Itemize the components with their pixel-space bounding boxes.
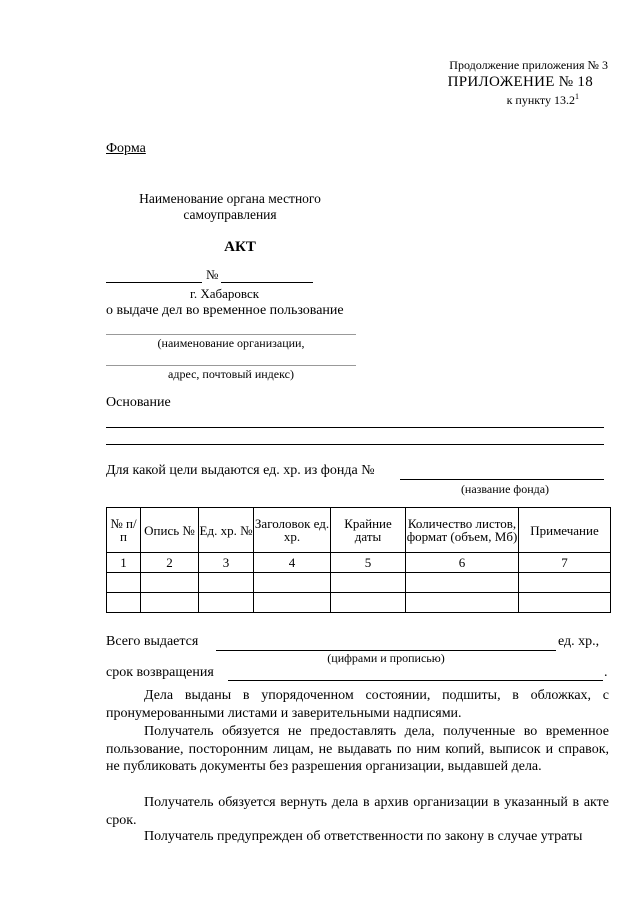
paragraph: Получатель обязуется вернуть дела в архив организации в указанный в акте срок. (106, 795, 609, 828)
column-number: 4 (254, 553, 331, 573)
clause-superscript: 1 (575, 92, 579, 101)
table-row[interactable] (107, 573, 611, 593)
total-label: Всего выдается (106, 634, 199, 649)
table-cell[interactable] (141, 573, 199, 593)
purpose-label: Для какой цели выдаются ед. хр. из фонда № (106, 463, 375, 478)
act-title: АКТ (224, 239, 256, 255)
clause-text: к пункту 13.2 (506, 93, 575, 107)
header-cell: Количество листов, формат (объем, Мб) (406, 508, 519, 553)
org-hint-2: адрес, почтовый индекс) (168, 367, 294, 381)
act-subject: о выдаче дел во временное пользование (106, 303, 344, 318)
city: г. Хабаровск (190, 286, 260, 301)
date-field-line[interactable] (106, 282, 202, 283)
table-cell[interactable] (406, 593, 519, 613)
table-cell[interactable] (331, 573, 406, 593)
table-cell[interactable] (519, 573, 611, 593)
column-number: 3 (199, 553, 254, 573)
return-period: . (604, 665, 608, 680)
column-number: 2 (141, 553, 199, 573)
form-label: Форма (106, 141, 146, 156)
table-cell[interactable] (107, 593, 141, 613)
return-date-field-line[interactable] (228, 680, 603, 681)
registry-table (106, 507, 611, 613)
org-hint-1: (наименование организации, (157, 336, 305, 350)
clause-reference (400, 92, 579, 108)
table-cell[interactable] (199, 573, 254, 593)
header-cell: Крайние даты (331, 508, 406, 553)
org-name: Наименование органа местного самоуправления (139, 191, 321, 222)
basis-field-line-1[interactable] (106, 427, 604, 428)
basis-field-line-2[interactable] (106, 444, 604, 445)
total-hint: (цифрами и прописью) (327, 651, 445, 665)
header-cell: Ед. хр. № (199, 508, 254, 553)
org-address-field-line[interactable] (106, 365, 356, 366)
column-number: 6 (406, 553, 519, 573)
fund-hint: (название фонда) (460, 482, 550, 496)
total-unit: ед. хр., (558, 634, 600, 649)
basis-label: Основание (106, 395, 171, 410)
table-cell[interactable] (254, 573, 331, 593)
number-field-line[interactable] (221, 282, 313, 283)
table-cell[interactable] (519, 593, 611, 613)
header-cell: № п/п (107, 508, 141, 553)
header-cell: Примечание (519, 508, 611, 553)
return-label: срок возвращения (106, 665, 214, 680)
table-cell[interactable] (199, 593, 254, 613)
paragraph: Дела выданы в упорядоченном состоянии, подшиты, в обложках, с пронумерованными листами и заверительными надписями. (106, 688, 609, 721)
table-cell[interactable] (331, 593, 406, 613)
appendix-title: ПРИЛОЖЕНИЕ № 18 (447, 74, 593, 90)
column-number: 7 (519, 553, 611, 573)
table-cell[interactable] (107, 573, 141, 593)
table-header-row (107, 508, 611, 553)
column-number: 1 (107, 553, 141, 573)
org-name-field-line[interactable] (106, 334, 356, 335)
column-number: 5 (331, 553, 406, 573)
fund-field-line[interactable] (400, 479, 604, 480)
continuation-note: Продолжение приложения № 3 (449, 58, 608, 72)
table-cell[interactable] (141, 593, 199, 613)
header-cell: Заголовок ед. хр. (254, 508, 331, 553)
table-cell[interactable] (254, 593, 331, 613)
paragraph: Получатель обязуется не предоставлять дела, полученные во временное пользование, посторонним лицам, не выдавать по ним копий, выписок и справок, не публиковать документы без разрешения организации, выдавшей дела. (106, 724, 609, 774)
number-sign: № (206, 267, 219, 282)
table-row[interactable] (107, 593, 611, 613)
header-cell: Опись № (141, 508, 199, 553)
table-cell[interactable] (406, 573, 519, 593)
paragraph: Получатель предупрежден об ответственности по закону в случае утраты (144, 829, 583, 844)
table-number-row (107, 553, 611, 573)
